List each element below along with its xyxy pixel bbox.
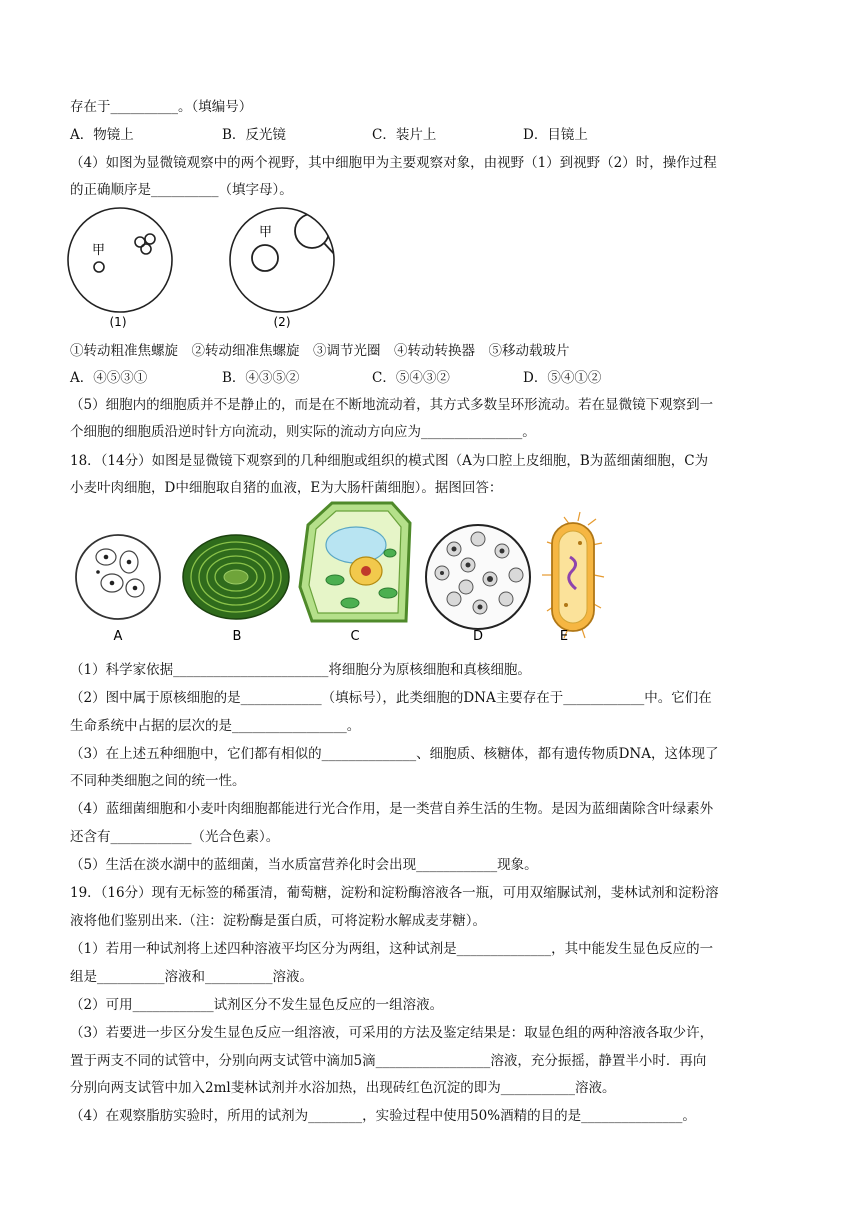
- q18-line-1: （1）科学家依据_______________________将细胞分为原核细胞和真核细胞。: [70, 662, 531, 678]
- q17-steps: ①转动粗准焦螺旋 ②转动细准焦螺旋 ③调节光圈 ④转动转换器 ⑤移动载玻片: [70, 343, 570, 359]
- q18-line-6: （4）蓝细菌细胞和小麦叶肉细胞都能进行光合作用，是一类营自养生活的生物。是因为蓝细菌除含叶绿素外: [70, 801, 714, 817]
- view-2: [230, 208, 336, 329]
- cell-types-figure: [70, 495, 630, 650]
- figure-e-ecoli: [542, 512, 604, 644]
- q17-part5-line1: （5）细胞内的细胞质并不是静止的，而是在不断地流动着，其方式多数呈环形流动。若在显微镜下观察到一: [70, 397, 714, 413]
- q17-part4-line2: 的正确顺序是__________（填字母）。: [70, 182, 293, 198]
- view1-label: (1): [109, 315, 127, 329]
- option-d: D．⑤④①②: [523, 370, 602, 386]
- figure-label-e: E: [559, 629, 569, 644]
- q18-line-2: （2）图中属于原核细胞的是____________（填标号），此类细胞的DNA主要存在于____________中。它们在: [70, 690, 712, 706]
- q19-line-2: 液将他们鉴别出来.（注：淀粉酶是蛋白质，可将淀粉水解成麦芽糖）。: [70, 913, 487, 929]
- q18-line-3: 生命系统中占据的层次的是_________________。: [70, 718, 361, 734]
- q19-line-7: 置于两支不同的试管中，分别向两支试管中滴加5滴_________________溶液，充分振摇，静置半小时．再向: [70, 1053, 707, 1069]
- q19-line-5: （2）可用____________试剂区分不发生显色反应的一组溶液。: [70, 997, 444, 1013]
- q17-part4-options: [70, 368, 790, 388]
- q19-line-9: （4）在观察脂肪实验时，所用的试剂为________，实验过程中使用50%酒精的目的是_______________。: [70, 1108, 696, 1124]
- option-c: C．装片上: [372, 127, 437, 143]
- microscope-views-figure: [60, 204, 360, 334]
- figure-d-blood-cells: [426, 525, 530, 644]
- q17-part4-line1: （4）如图为显微镜观察中的两个视野，其中细胞甲为主要观察对象，由视野（1）到视野（2）时，操作过程: [70, 155, 717, 171]
- cell-label-2: 甲: [259, 225, 273, 240]
- q19-line-4: 组是__________溶液和__________溶液。: [70, 969, 313, 985]
- option-c: C．⑤④③②: [372, 370, 450, 386]
- option-d: D．目镜上: [523, 127, 588, 143]
- cell-jia-large: [252, 245, 278, 271]
- cell-jia-small: [94, 262, 104, 272]
- option-a: A．物镜上: [70, 127, 134, 143]
- q17-part3-options: [70, 125, 790, 145]
- figure-label-c: C: [350, 629, 360, 644]
- option-a: A．④⑤③①: [70, 370, 148, 386]
- figure-b-cyanobacterium: [183, 535, 289, 644]
- q19-line-3: （1）若用一种试剂将上述四种溶液平均区分为两组，这种试剂是______________，其中能发生显色反应的一: [70, 941, 714, 957]
- q19-line-6: （3）若要进一步区分发生显色反应一组溶液，可采用的方法及鉴定结果是：取显色组的两种溶液各取少许，: [70, 1025, 714, 1041]
- option-b: B．④③⑤②: [222, 370, 300, 386]
- figure-a-epithelial-cells: [76, 535, 160, 644]
- q18-line-8: （5）生活在淡水湖中的蓝细菌，当水质富营养化时会出现____________现象。: [70, 857, 538, 873]
- figure-label-d: D: [472, 629, 484, 644]
- q18-intro-line1: 18．（14分）如图是显微镜下观察到的几种细胞或组织的模式图（A为口腔上皮细胞，B为蓝细菌细胞，C为: [70, 453, 709, 469]
- q18-line-7: 还含有____________（光合色素）。: [70, 829, 280, 845]
- figure-label-a: A: [113, 629, 123, 644]
- q19-line-1: 19．（16分）现有无标签的稀蛋清，葡萄糖，淀粉和淀粉酶溶液各一瓶，可用双缩脲试剂，斐林试剂和淀粉溶: [70, 885, 719, 901]
- option-b: B．反光镜: [222, 127, 286, 143]
- view2-label: (2): [273, 315, 291, 329]
- q17-part5-line2: 个细胞的细胞质沿逆时针方向流动，则实际的流动方向应为_______________。: [70, 424, 536, 440]
- view-1: [68, 208, 172, 329]
- q18-line-5: 不同种类细胞之间的统一性。: [70, 773, 246, 789]
- q17-part3-tail: 存在于__________。（填编号）: [70, 99, 253, 115]
- q18-intro-line2: 小麦叶肉细胞，D中细胞取自猪的血液，E为大肠杆菌细胞）。据图回答：: [70, 480, 503, 496]
- q19-line-8: 分别向两支试管中加入2ml斐林试剂并水浴加热，出现砖红色沉淀的即为___________溶液。: [70, 1080, 616, 1096]
- q18-line-4: （3）在上述五种细胞中，它们都有相似的______________、细胞质、核糖体，都有遗传物质DNA，这体现了: [70, 746, 719, 762]
- figure-label-b: B: [232, 629, 242, 644]
- cell-label-1: 甲: [92, 243, 106, 258]
- figure-c-plant-cell: [300, 503, 410, 644]
